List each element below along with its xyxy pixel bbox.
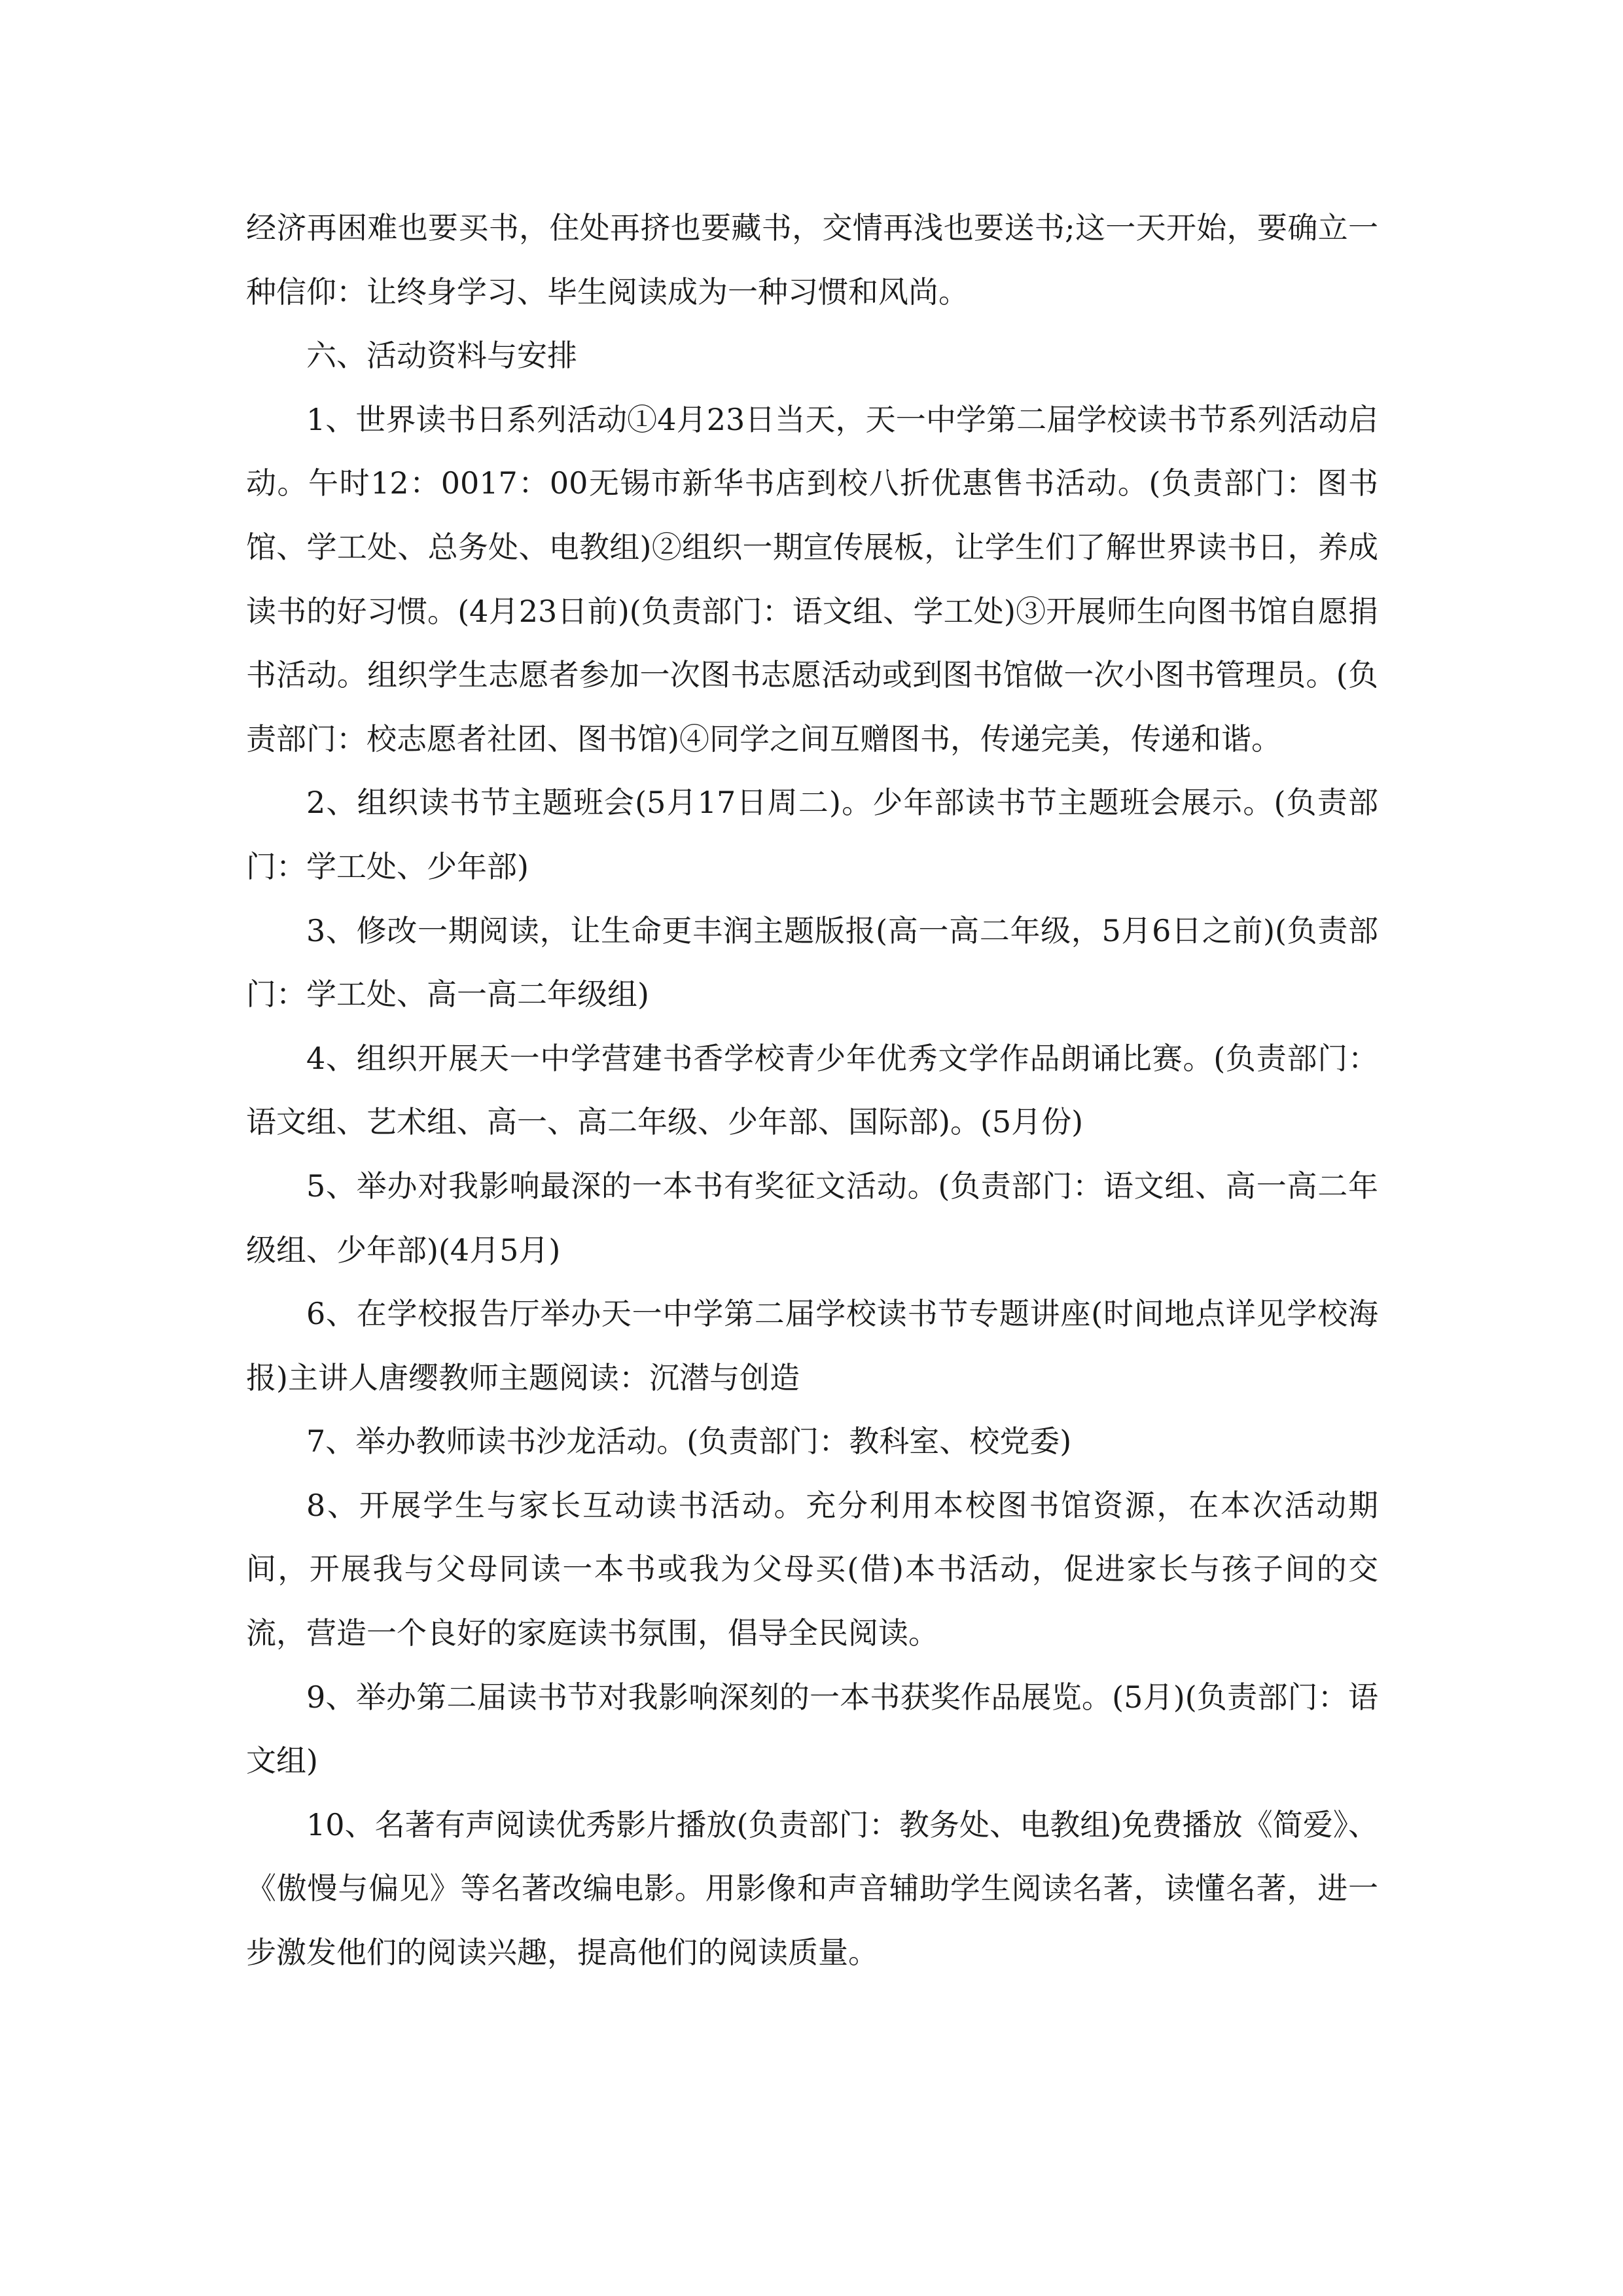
paragraph-continuation: 经济再困难也要买书，住处再挤也要藏书，交情再浅也要送书;这一天开始，要确立一种信仰：让终身学习、毕生阅读成为一种习惯和风尚。 [246,210,1378,310]
paragraph-item-1: 1、世界读书日系列活动①4月23日当天，天一中学第二届学校读书节系列活动启动。午时12：0017：00无锡市新华书店到校八折优惠售书活动。(负责部门：图书馆、学工处、总务处、电教组)②组织一期宣传展板，让学生们了解世界读书日，养成读书的好习惯。(4月23日前)(负责部门：语文组、学工处)③开展师生向图书馆自愿捐书活动。组织学生志愿者参加一次图书志愿活动或到图书馆做一次小图书管理员。(负责部门：校志愿者社团、图书馆)④同学之间互赠图书，传递完美，传递和谐。 [246,401,1378,757]
paragraph-item-5: 5、举办对我影响最深的一本书有奖征文活动。(负责部门：语文组、高一高二年级组、少年部)(4月5月) [246,1168,1378,1268]
paragraph-item-9: 9、举办第二届读书节对我影响深刻的一本书获奖作品展览。(5月)(负责部门：语文组) [246,1679,1378,1779]
paragraph-item-8: 8、开展学生与家长互动读书活动。充分利用本校图书馆资源，在本次活动期间，开展我与父母同读一本书或我为父母买(借)本书活动，促进家长与孩子间的交流，营造一个良好的家庭读书氛围，倡导全民阅读。 [246,1487,1378,1651]
paragraph-item-4: 4、组织开展天一中学营建书香学校青少年优秀文学作品朗诵比赛。(负责部门：语文组、艺术组、高一、高二年级、少年部、国际部)。(5月份) [246,1040,1378,1140]
paragraph-item-10: 10、名著有声阅读优秀影片播放(负责部门：教务处、电教组)免费播放《简爱》、《傲慢与偏见》等名著改编电影。用影像和声音辅助学生阅读名著，读懂名著，进一步激发他们的阅读兴趣，提高他们的阅读质量。 [246,1806,1378,1971]
section-heading: 六、活动资料与安排 [306,338,577,374]
paragraph-item-6: 6、在学校报告厅举办天一中学第二届学校读书节专题讲座(时间地点详见学校海报)主讲人唐缨教师主题阅读：沉潜与创造 [246,1296,1378,1395]
paragraph-item-3: 3、修改一期阅读，让生命更丰润主题版报(高一高二年级，5月6日之前)(负责部门：学工处、高一高二年级组) [246,912,1378,1013]
paragraph-item-2: 2、组织读书节主题班会(5月17日周二)。少年部读书节主题班会展示。(负责部门：学工处、少年部) [246,785,1378,884]
paragraph-item-7: 7、举办教师读书沙龙活动。(负责部门：教科室、校党委) [306,1424,1072,1460]
document-body [246,196,1378,1985]
